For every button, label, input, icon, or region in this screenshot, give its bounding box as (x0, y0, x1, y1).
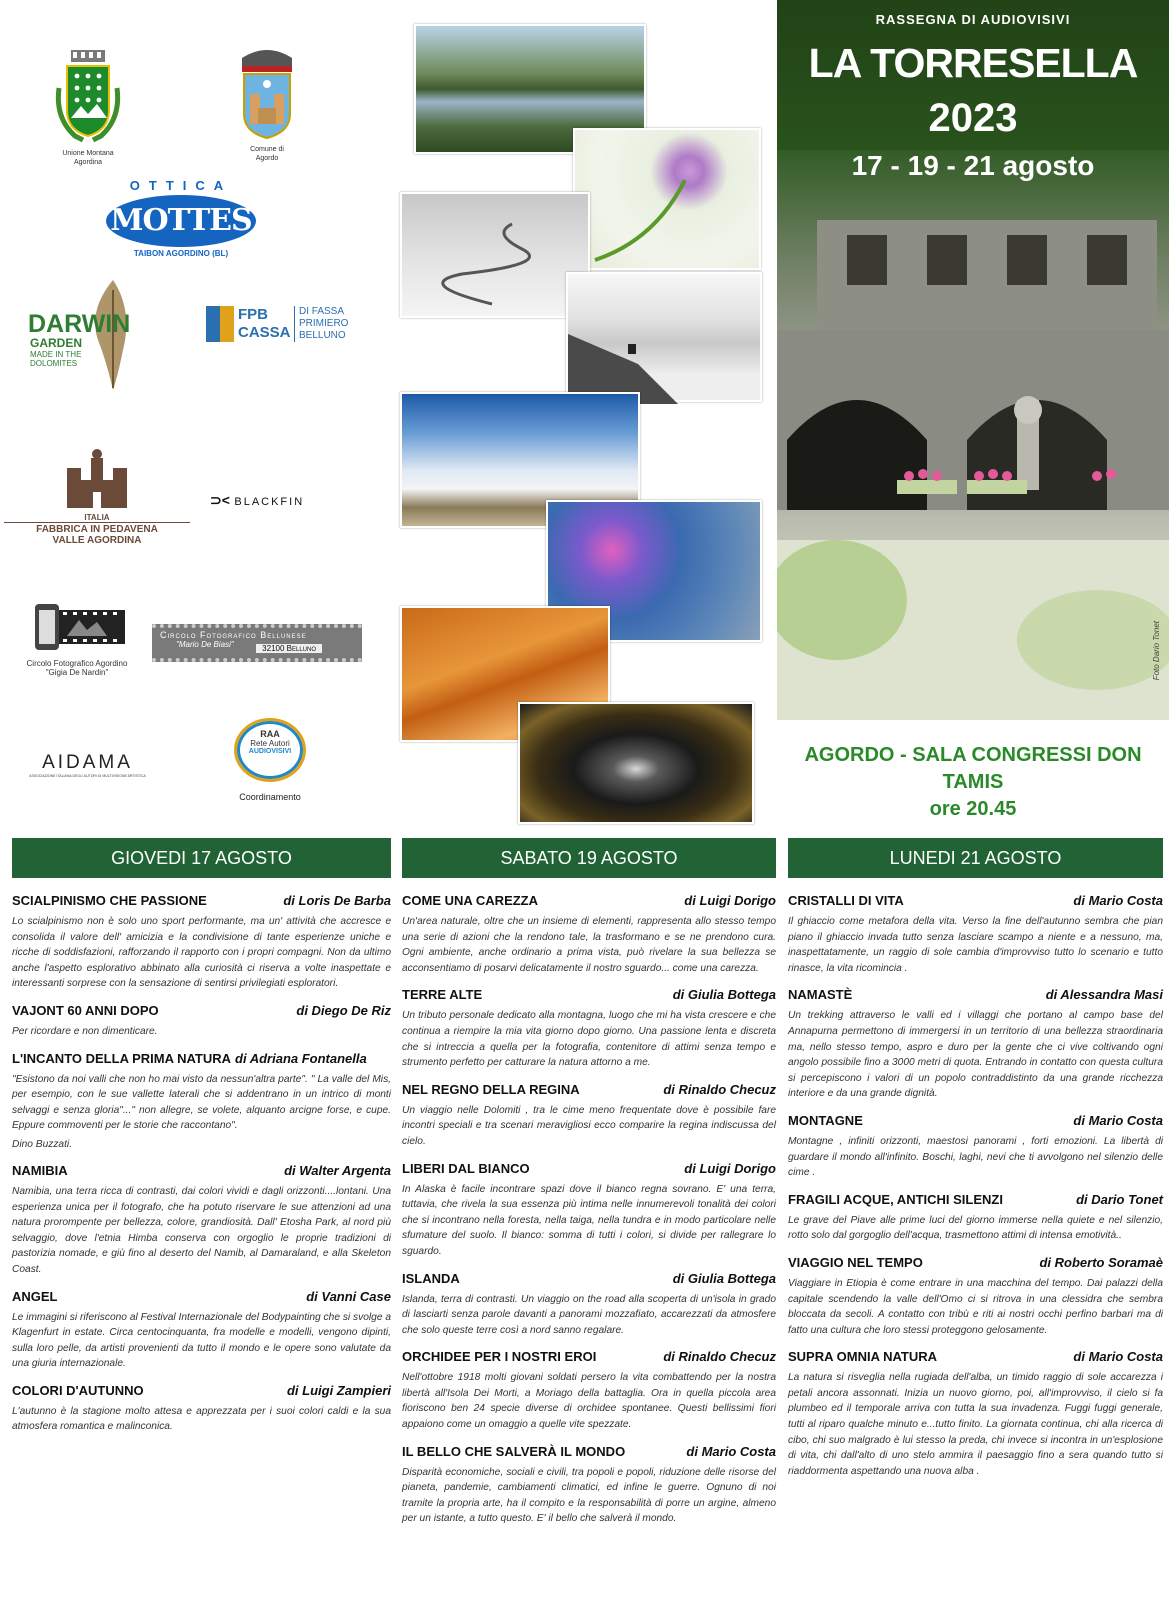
comune-agordo-crest-icon (236, 44, 298, 140)
raa-logo (230, 718, 310, 802)
day-header-saturday: SABATO 19 AGOSTO (402, 838, 776, 878)
blackfin-name: BLACKFIN (234, 496, 305, 508)
blackfin-mark-icon: ⊃< (210, 492, 230, 508)
program-author: di Diego De Riz (296, 1002, 391, 1018)
fabbrica-pedavena-logo (4, 448, 190, 546)
unione-montana-caption: Unione Montana Agordina (62, 150, 114, 166)
program-description: Le immagini si riferiscono al Festival Internazionale del Bodypainting che si svolge a Klagenfurt in estate. Circa centocinquanta, fra modelle e modelli, vengono dipinti, sulla loro pelle, da artisti provenienti da tutto il mondo e le opere sono valutate da una giuria internazionale. (12, 1311, 391, 1370)
program-author: di Giulia Bottega (672, 987, 776, 1003)
program-item (788, 1255, 1163, 1338)
photo-orchid-flower (573, 128, 761, 270)
fpb-square-icon (206, 306, 234, 342)
program-author: di Mario Costa (1073, 1112, 1163, 1128)
program-title: NEL REGNO DELLA REGINA (402, 1081, 580, 1097)
program-description: Un tributo personale dedicato alla montagna, luogo che mi ha vista crescere e che continua a riempire la mia vita giorno dopo giorno. Una passione lenta e discreta che si intreccia a quella per la fotografia, contenitore di attimi senza tempo e strumento perfetto per catturare la natura attorno a me. (402, 1010, 776, 1069)
darwin-garden-word: GARDEN (30, 336, 83, 350)
program-description: Per ricordare e non dimenticare. (12, 1025, 158, 1037)
program-description: In Alaska è facile incontrare spazi dove il bianco regna sovrano. E' una terra, tuttavia, che rivela la sua essenza più intima nelle innumerevoli tonalità dei colori che si incontrano nella foresta, nella taiga, nella tundra e in modo particolare nelle sfumature del suolo. Il bianco: somma di tutti i colori, si divide per rallegrare lo sguardo. (402, 1183, 776, 1257)
venue-info (777, 742, 1169, 823)
program-item (12, 1163, 391, 1278)
program-author: di Mario Costa (1073, 1349, 1163, 1365)
program-item (12, 1003, 391, 1040)
program-author: di Dario Tonet (1076, 1191, 1163, 1207)
program-description: Un'area naturale, oltre che un insieme di elementi, rappresenta allo stesso tempo una serie di azioni che la rendono tale, la trasformano e se ne prendono cura. Ogni ambiente, anche ordinario a prima vista, può rivelare la sua bellezza se acconsentiamo di posarvi delicatamente il nostro sguardo... come una carezza. (402, 916, 776, 974)
fpb-mark: FPB (238, 306, 268, 323)
program-column-thursday (12, 893, 391, 1446)
circolo-bellunese-name: Circolo Fotografico Bellunese (160, 630, 307, 640)
poster-title: LA TORRESELLA (808, 40, 1138, 86)
day-header-monday: LUNEDI 21 AGOSTO (788, 838, 1163, 878)
program-description: Lo scialpinismo non è solo uno sport performante, ma un' attività che accresce e consolida il valore dell' amicizia e la condivisione di tante esperienze uniche e ricche di soddisfazioni, rafforzando il rapporto con i propri compagni. Non da ultimo anche l'aspetto esplorativo abbinato alla curiosità ci riserva a volte inaspettate e interessanti sorprese con la sensazione di sentirsi privilegiati esploratori. (12, 916, 391, 990)
film-roll-icon (27, 600, 127, 654)
comune-agordo-caption: Comune di Agordo (250, 146, 284, 162)
program-item (402, 987, 776, 1070)
program-description: Il ghiaccio come metafora della vita. Verso la fine dell'autunno sembra che pian piano il ghiaccio invada tutto senza lasciare scampo a niente e a nessuno, ma, inaspettatamente, un raggio di sole cambia d'improvviso tutto lo scenario e tutto rinasce, la vita ricomincia . (788, 916, 1163, 974)
program-title: SUPRA OMNIA NATURA (788, 1349, 938, 1365)
photo-collage (400, 0, 770, 825)
circolo-agordino-caption: Circolo Fotografico Agordino "Gigia De Nardin" (26, 659, 128, 677)
comune-agordo-logo (232, 44, 302, 163)
poster-year: 2023 (928, 96, 1018, 140)
program-title: VIAGGIO NEL TEMPO (788, 1254, 923, 1270)
program-item (402, 1444, 776, 1527)
photo-snow-tracks (400, 192, 590, 318)
program-author: di Adriana Fontanella (235, 1050, 367, 1066)
program-description: "Esistono da noi valli che non ho mai visto da nessun'altra parte". " La valle del Mis, per esempio, con le sue vallette laterali che si addentrano in un intrico di monti selvaggi e senza gloria"..." non allegre, se volete, alquanto arcigne forse, e cupe. Eppure commoventi per le storie che raccontano". (12, 1073, 391, 1132)
program-item (788, 987, 1163, 1102)
program-item (12, 893, 391, 992)
sponsor-logos (0, 0, 400, 825)
program-author: di Mario Costa (1073, 893, 1163, 908)
fpb-cassa-logo (206, 306, 356, 346)
program-title: ORCHIDEE PER I NOSTRI EROI (402, 1349, 597, 1365)
program-item (402, 893, 776, 976)
ottica-label: OTTICA (129, 178, 233, 193)
program-quote-source: Dino Buzzati. (12, 1138, 73, 1150)
photo-credit: Foto Dario Tonet (1152, 620, 1161, 680)
program-author: di Loris De Barba (283, 893, 391, 908)
program-title: NAMIBIA (12, 1162, 68, 1178)
venue-location: AGORDO - SALA CONGRESSI DON TAMIS (804, 744, 1142, 793)
program-title: TERRE ALTE (402, 987, 483, 1003)
program-description: Un trekking attraverso le valli ed i villaggi che portano al campo base del Annapurna permettono di immergersi in un territorio di una bellezza straordinaria ma, nello stesso tempo, aspro e duro per la gente che ci vive coltivando ogni angolo possibile fino a 3000 metri di quota. Entrando in contatto con questa cultura si percepiscono i valori di un popolo contraddistinto da una grande ricchezza interiore e da una grande dignità. (788, 1010, 1163, 1100)
program-title: COME UNA CAREZZA (402, 893, 539, 908)
program-author: di Alessandra Masi (1045, 987, 1163, 1003)
fabbrica-name: FABBRICA IN PEDAVENA (4, 522, 190, 535)
program-author: di Rinaldo Checuz (663, 1081, 776, 1097)
fpb-region: DI FASSA PRIMIERO BELLUNO (294, 306, 348, 342)
poster-kicker: RASSEGNA DI AUDIOVISIVI (875, 12, 1071, 27)
program-title: ANGEL (12, 1288, 58, 1304)
program-title: VAJONT 60 ANNI DOPO (12, 1002, 159, 1018)
fabbrica-italia: ITALIA (84, 513, 110, 522)
unione-montana-logo (48, 48, 128, 167)
program-item (788, 1113, 1163, 1181)
program-item (12, 1051, 391, 1152)
program-item (402, 1161, 776, 1260)
program-title: LIBERI DAL BIANCO (402, 1160, 530, 1176)
rock-slope-icon (568, 274, 764, 404)
ottica-location: TAIBON AGORDINO (BL) (133, 249, 229, 258)
program-item (788, 1349, 1163, 1479)
program-author: di Walter Argenta (284, 1162, 391, 1178)
darwin-name: DARWIN (28, 310, 131, 338)
program-title: L'INCANTO DELLA PRIMA NATURA (12, 1050, 232, 1066)
program-title: MONTAGNE (788, 1112, 863, 1128)
program-item (788, 1192, 1163, 1244)
program-description: Le grave del Piave alle prime luci del giorno immerse nella quiete e nel silenzio, rotto solo dal gorgoglio dell'acqua, trasmettono attimi di intensa emotività.. (788, 1214, 1163, 1242)
program-description: L'autunno è la stagione molto attesa e apprezzata per i suoi colori caldi e la sua atmosfera romantica e malinconica. (12, 1405, 391, 1433)
fabbrica-castle-icon (57, 448, 137, 508)
program-description: Namibia, una terra ricca di contrasti, dai colori vividi e dagli orizzonti....lontani. Una esperienza unica per il fotografo, che ha potuto riservare le sue attenzioni ad una natura prorompente per bellezza, colore, grandiosità. Dall' Etosha Park, al nord più selvaggio, dove l'etnia Himba conserva con orgoglio le proprie tradizioni di pastorizia nomade, e giù fino al deserto del Namib, al Damaraland, e alla Skeleton Coast. (12, 1185, 391, 1275)
program-author: di Luigi Dorigo (684, 893, 776, 908)
program-description: Un viaggio nelle Dolomiti , tra le cime meno frequentate dove è possibile fare incontri speciali e tra scenari meravigliosi ecco comparire la regina indiscussa del cielo. (402, 1104, 776, 1147)
raa-line1: RAA (260, 729, 280, 739)
photo-abstract-fern (518, 702, 754, 824)
program-description: Disparità economiche, sociali e civili, tra popoli e popoli, riduzione delle risorse del pianeta, pandemie, cambiamenti climatici, ed infine le guerre. Ognuno di noi tramite la propria arte, ha il compito e la responsabilità di porre un argine, almeno per un istante, a tutto questo. E' il bello che salverà il mondo. (402, 1466, 776, 1525)
venue-time: ore 20.45 (929, 798, 1017, 820)
blackfin-logo (210, 492, 330, 510)
program-title: SCIALPINISMO CHE PASSIONE (12, 893, 207, 908)
program-title: NAMASTÈ (788, 987, 853, 1003)
program-description: Montagne , infiniti orizzonti, maestosi panorami , forti emozioni. La libertà di guardare il mondo all'infinito. Boschi, laghi, nevi che ti avvolgono nel silenzio delle cime . (788, 1135, 1163, 1179)
unione-montana-crest-icon (53, 48, 123, 144)
program-author: di Rinaldo Checuz (663, 1349, 776, 1365)
program-author: di Vanni Case (306, 1288, 391, 1304)
poster-header (777, 0, 1169, 720)
circolo-bellunese-sub: "Mario De Biasi" (176, 640, 234, 649)
circolo-bellunese-cap: 32100 Belluno (256, 644, 322, 653)
poster-dates: 17 - 19 - 21 agosto (851, 150, 1095, 181)
program-item (402, 1082, 776, 1150)
program-description: Viaggiare in Etiopia è come entrare in una macchina del tempo. Dai palazzi della capitale scendendo la valle dell'Omo ci si ritrova in una clessidra che sembra bloccata da secoli. A contatto con tribù e riti ai nostri occhi perfino barbari ma di fatto una cultura che loro stessi proteggono gelosamente. (788, 1277, 1163, 1336)
program-item (12, 1383, 391, 1435)
darwin-garden-logo (28, 280, 158, 390)
fabbrica-valle: VALLE AGORDINA (52, 535, 142, 546)
day-header-thursday: GIOVEDI 17 AGOSTO (12, 838, 391, 878)
program-author: di Luigi Zampieri (286, 1382, 391, 1398)
aidama-sub: ASSOCIAZIONE ITALIANA DEGLI AUTORI DI MULTIVISIONE ARTISTICA (29, 774, 146, 778)
photo-chamois-mist (566, 272, 762, 402)
program-item (402, 1271, 776, 1339)
program-column-saturday (402, 893, 776, 1538)
program-item (12, 1289, 391, 1372)
program-item (402, 1349, 776, 1432)
orchid-stem-icon (575, 130, 763, 272)
ottica-mottes-logo (105, 178, 257, 258)
program-description: Nell'ottobre 1918 molti giovani soldati persero la vita combattendo per la nostra libertà all'Isola Dei Morti, a Moriago della battaglia. Ora in quella piccola area fioriscono ben 24 specie diverse di orchidee spontanee. Questi bellissimi fiori appaiono come un omaggio a quelle vite spezzate. (402, 1372, 776, 1431)
program-title: COLORI D'AUTUNNO (12, 1382, 144, 1398)
program-author: di Roberto Soramaè (1039, 1254, 1163, 1270)
darwin-tagline: MADE IN THE DOLOMITES (30, 350, 82, 368)
program-title: IL BELLO CHE SALVERÀ IL MONDO (402, 1443, 626, 1459)
aidama-logo (20, 752, 155, 778)
raa-line3: AUDIOVISIVI (248, 748, 292, 755)
circolo-agordino-logo (22, 600, 132, 677)
circolo-bellunese-logo (152, 624, 362, 662)
aidama-name: AIDAMA (42, 752, 133, 773)
ottica-mottes-name: MOTTES (106, 195, 256, 247)
program-title: FRAGILI ACQUE, ANTICHI SILENZI (788, 1191, 1003, 1207)
program-author: di Luigi Dorigo (684, 1160, 776, 1176)
raa-line2: Rete Autori (250, 739, 290, 748)
program-description: Islanda, terra di contrasti. Un viaggio on the road alla scoperta di un'isola in grado di lasciarti senza parole davanti a panorami mozzafiato, accarezzati da atmosfere che solo queste terre così a nord sanno regalare. (402, 1293, 776, 1336)
program-column-monday (788, 893, 1163, 1490)
program-author: di Giulia Bottega (672, 1270, 776, 1286)
fpb-cassa: CASSA (238, 324, 291, 341)
program-title: ISLANDA (402, 1270, 460, 1286)
program-author: di Mario Costa (686, 1443, 776, 1459)
raa-caption: Coordinamento (239, 792, 301, 802)
program-title: CRISTALLI DI VITA (788, 893, 904, 908)
ski-track-icon (402, 194, 592, 320)
program-description: La natura si risveglia nella rugiada dell'alba, un timido raggio di sole accarezza i petali ancora assonnati. Inizia un nuovo giorno, poi, all'improvviso, il cielo si fa plumbeo ed il temporale arriva con tutta la sua invadenza. Fuggi fuggi generale, tutti al riparo qualche minuto e...tutto finito. La giornata continua, chi alla ricerca di cibo, chi suo malgrado è lui stesso la preda, chi invece si incontra in un'esplosione di vita, chi dall'alto di uno stelo ammira il paesaggio fino a sera quando tutto si riaddormenta aspettando una nuova alba . (788, 1372, 1163, 1477)
program-item (788, 893, 1163, 976)
